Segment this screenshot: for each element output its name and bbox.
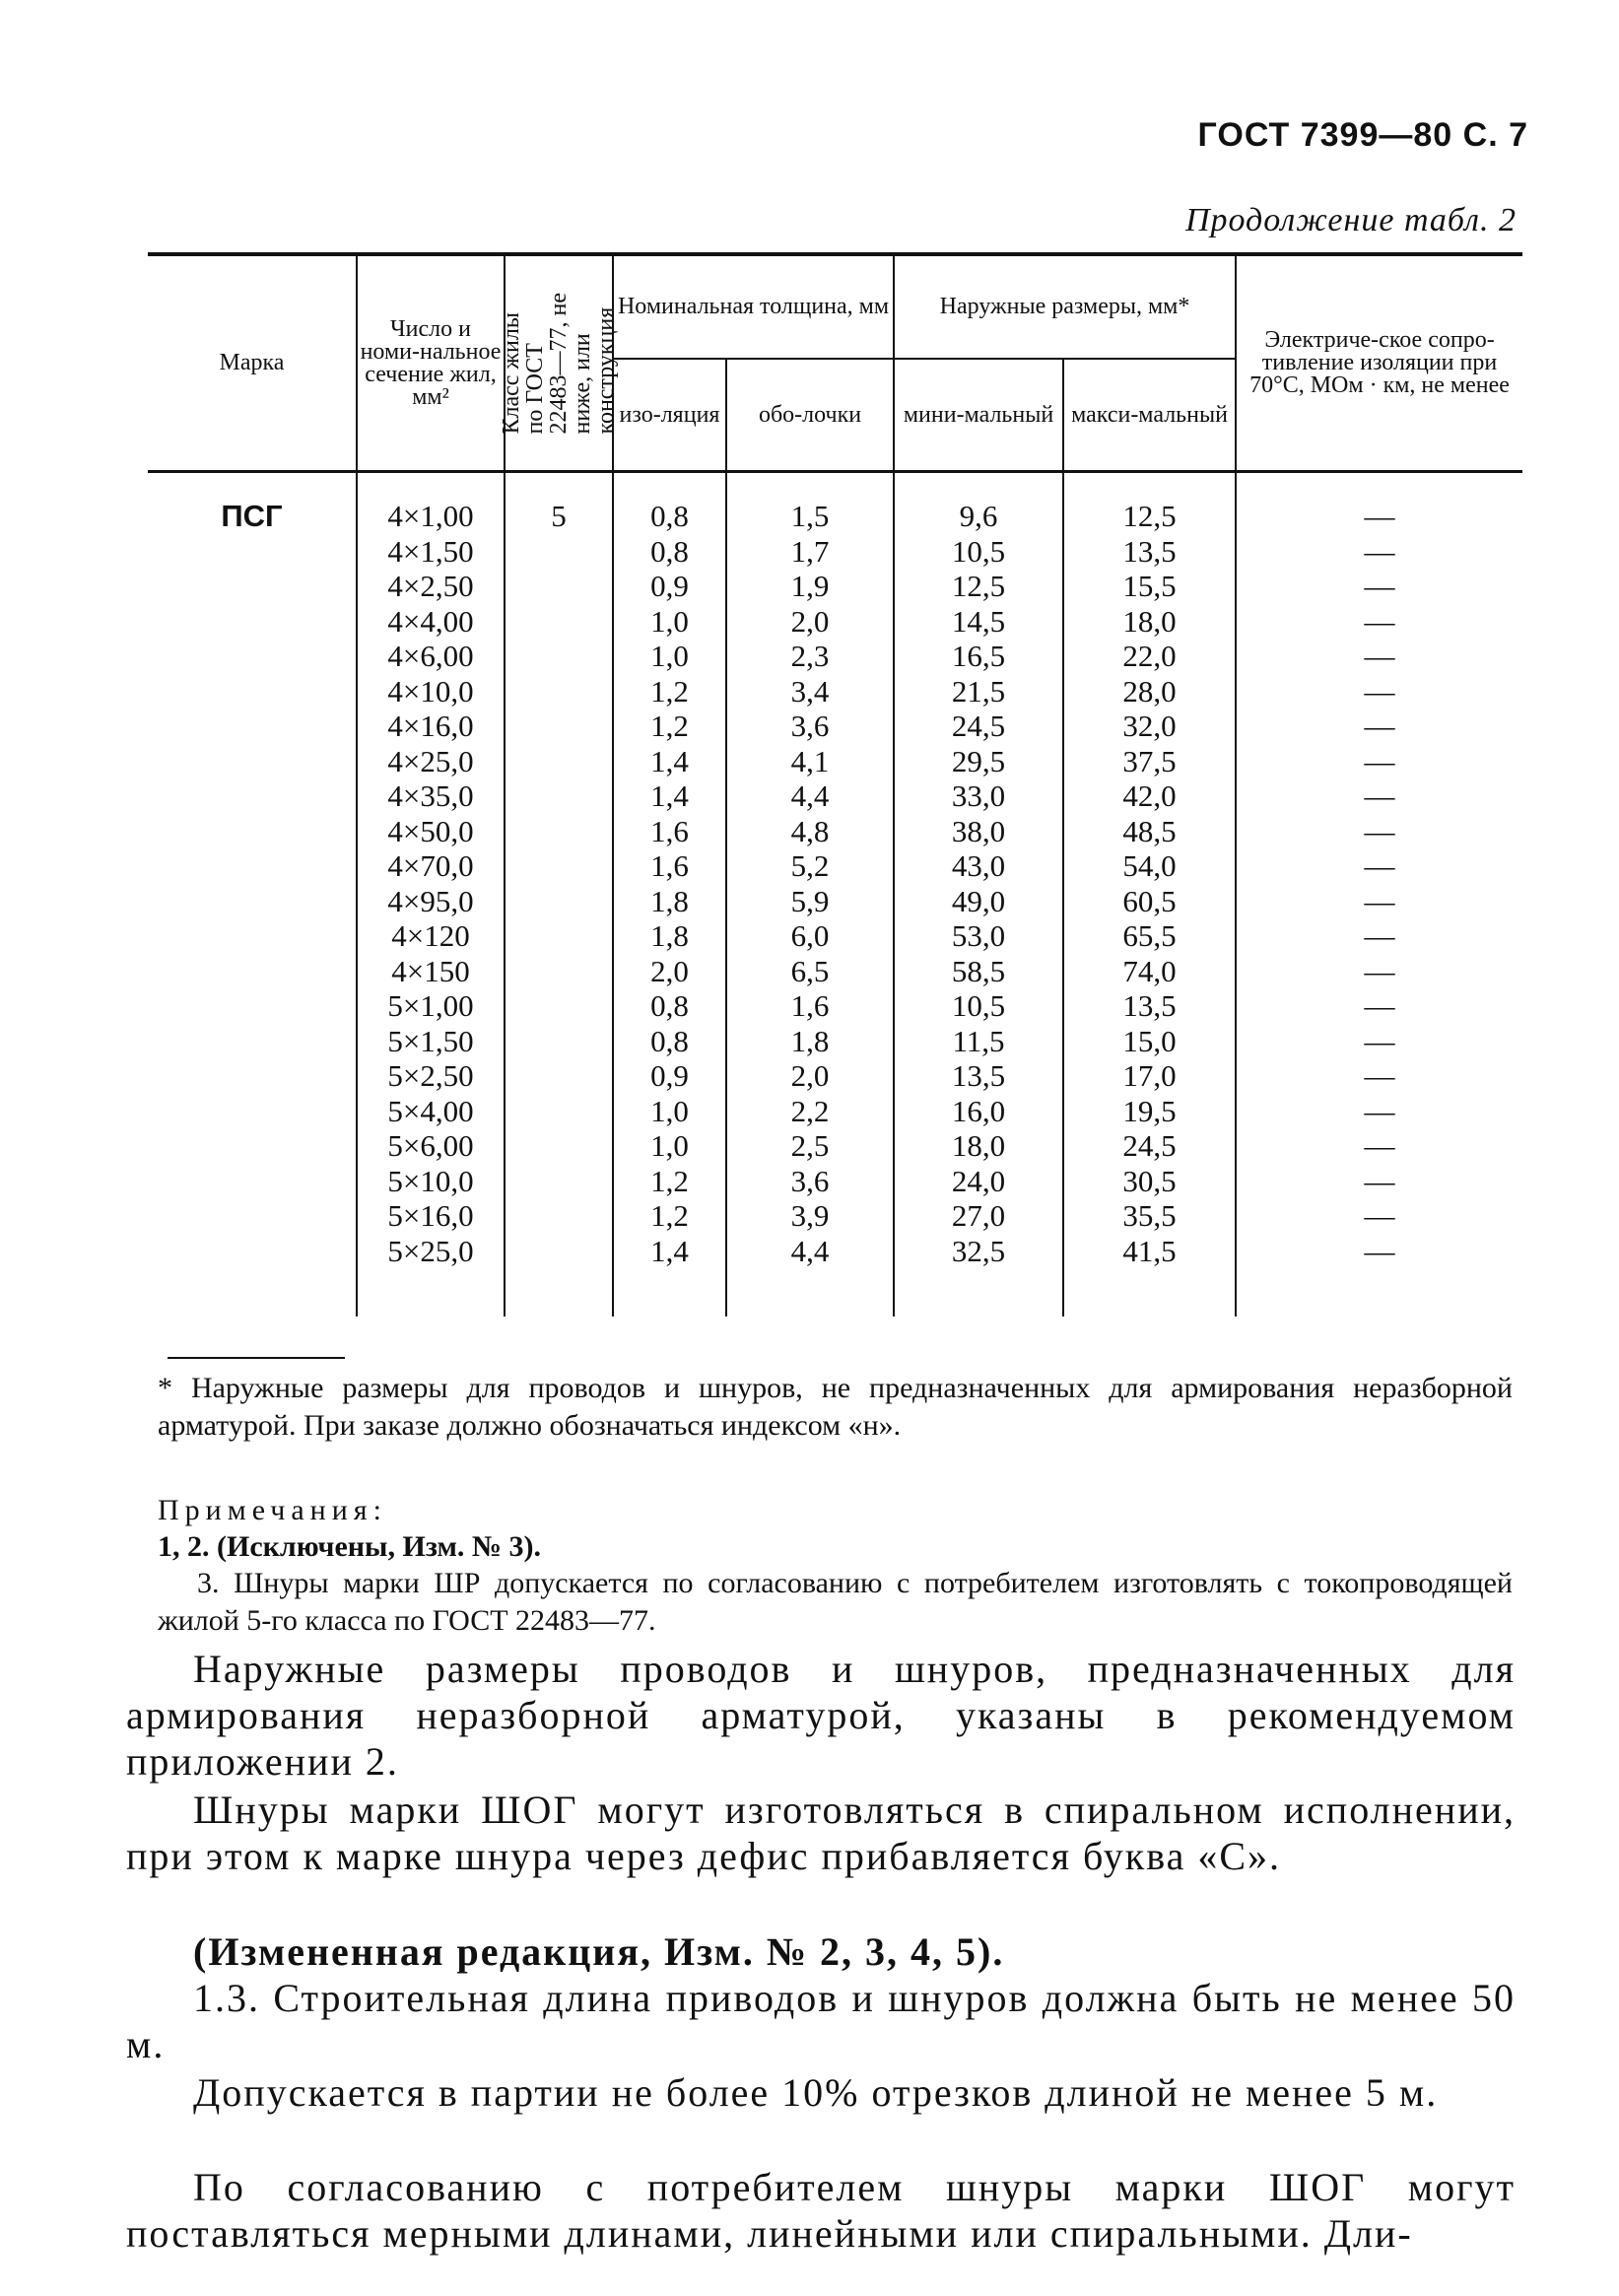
insulation-cell: 1,8 xyxy=(650,883,689,918)
min-dim-cell: 21,5 xyxy=(951,673,1006,709)
resistance-cell: — xyxy=(1364,1198,1395,1233)
footnote-rule xyxy=(168,1357,345,1359)
resistance-column xyxy=(1236,472,1522,1317)
cores-cell: 4×120 xyxy=(391,918,470,953)
sheath-cell: 3,4 xyxy=(790,673,830,709)
insulation-cell: 1,0 xyxy=(650,603,689,639)
sheath-cell: 3,6 xyxy=(790,1163,830,1198)
sheath-cell: 3,9 xyxy=(790,1198,830,1233)
sheath-cell: 4,1 xyxy=(790,743,830,778)
resistance-cell: — xyxy=(1364,603,1395,639)
sheath-cell: 6,5 xyxy=(790,953,830,988)
resistance-cell: — xyxy=(1364,1233,1395,1268)
insulation-cell: 1,4 xyxy=(650,778,689,813)
max-dim-cell: 18,0 xyxy=(1122,603,1177,639)
resistance-cell: — xyxy=(1364,499,1395,533)
sheath-cell: 4,4 xyxy=(790,1233,830,1268)
cores-column xyxy=(357,472,505,1317)
min-dim-cell: 38,0 xyxy=(951,813,1006,848)
resistance-cell: — xyxy=(1364,1163,1395,1198)
cores-cell: 4×6,00 xyxy=(387,639,474,673)
insulation-cell: 1,2 xyxy=(650,1198,689,1233)
max-dim-cell: 35,5 xyxy=(1122,1198,1177,1233)
insulation-cell: 0,8 xyxy=(650,499,689,533)
cores-cell: 4×1,00 xyxy=(387,499,474,533)
header-marka: Марка xyxy=(148,254,357,472)
marka-cell: ПСГ xyxy=(148,472,357,1317)
resistance-cell: — xyxy=(1364,848,1395,883)
max-dim-cell: 12,5 xyxy=(1122,499,1177,533)
min-dim-cell: 11,5 xyxy=(952,1023,1005,1058)
note-1: 1, 2. (Исключены, Изм. № 3). xyxy=(158,1530,542,1563)
min-dim-cell: 24,0 xyxy=(951,1163,1006,1198)
sheath-cell: 4,4 xyxy=(790,778,830,813)
cores-cell: 5×2,50 xyxy=(387,1058,474,1093)
min-dim-column xyxy=(894,472,1063,1317)
resistance-cell: — xyxy=(1364,953,1395,988)
paragraph-1-3: 1.3. Строительная длина приводов и шнуров должна быть не менее 50 м. xyxy=(126,1976,1516,2066)
max-dim-cell: 15,5 xyxy=(1122,569,1177,603)
sheath-cell: 1,8 xyxy=(790,1023,830,1058)
cores-cell: 4×25,0 xyxy=(387,743,474,778)
insulation-cell: 1,6 xyxy=(650,848,689,883)
cores-cell: 4×2,50 xyxy=(387,569,474,603)
sheath-cell: 1,5 xyxy=(790,499,830,533)
resistance-cell: — xyxy=(1364,1093,1395,1128)
resistance-cell: — xyxy=(1364,673,1395,709)
insulation-cell: 2,0 xyxy=(650,953,689,988)
sheath-column xyxy=(726,472,894,1317)
min-dim-cell: 12,5 xyxy=(951,569,1006,603)
header-nominal-thickness: Номинальная толщина, мм xyxy=(613,254,894,359)
sheath-cell: 6,0 xyxy=(790,918,830,953)
max-dim-cell: 28,0 xyxy=(1122,673,1177,709)
sheath-cell: 2,0 xyxy=(790,603,830,639)
resistance-cell: — xyxy=(1364,988,1395,1023)
sheath-cell: 5,9 xyxy=(790,883,830,918)
sheath-cell: 1,9 xyxy=(790,569,830,603)
min-dim-cell: 33,0 xyxy=(951,778,1006,813)
cores-cell: 5×25,0 xyxy=(387,1233,474,1268)
insulation-cell: 1,0 xyxy=(650,639,689,673)
resistance-cell: — xyxy=(1364,639,1395,673)
header-resistance: Электриче-ское сопро-тивление изоляции при 70°С, МОм · км, не менее xyxy=(1236,254,1522,472)
resistance-cell: — xyxy=(1364,918,1395,953)
header-max: макси-мальный xyxy=(1063,359,1236,472)
insulation-cell: 1,2 xyxy=(650,673,689,709)
cores-cell: 5×6,00 xyxy=(387,1128,474,1163)
insulation-cell: 1,8 xyxy=(650,918,689,953)
max-dim-cell: 22,0 xyxy=(1122,639,1177,673)
cores-cell: 4×10,0 xyxy=(387,673,474,709)
resistance-cell: — xyxy=(1364,569,1395,603)
min-dim-cell: 14,5 xyxy=(951,603,1006,639)
core-class-cell: 5 xyxy=(505,472,613,1317)
header-outer-dimensions: Наружные размеры, мм* xyxy=(894,254,1236,359)
min-dim-cell: 10,5 xyxy=(951,533,1006,569)
sheath-cell: 2,2 xyxy=(790,1093,830,1128)
insulation-cell: 1,2 xyxy=(650,1163,689,1198)
cores-cell: 4×1,50 xyxy=(387,533,474,569)
cores-cell: 4×95,0 xyxy=(387,883,474,918)
min-dim-cell: 29,5 xyxy=(951,743,1006,778)
insulation-cell: 0,9 xyxy=(650,1058,689,1093)
resistance-cell: — xyxy=(1364,1128,1395,1163)
min-dim-cell: 24,5 xyxy=(951,709,1006,743)
page-header: ГОСТ 7399—80 С. 7 xyxy=(1197,116,1528,154)
insulation-cell: 0,8 xyxy=(650,533,689,569)
resistance-cell: — xyxy=(1364,533,1395,569)
header-insulation: изо-ляция xyxy=(613,359,726,472)
min-dim-cell: 16,0 xyxy=(951,1093,1006,1128)
table-continuation-label: Продолжение табл. 2 xyxy=(1184,202,1517,238)
cores-cell: 4×16,0 xyxy=(387,709,474,743)
max-dim-cell: 17,0 xyxy=(1122,1058,1177,1093)
insulation-cell: 0,8 xyxy=(650,988,689,1023)
sheath-cell: 5,2 xyxy=(790,848,830,883)
min-dim-cell: 13,5 xyxy=(951,1058,1006,1093)
cores-cell: 5×1,50 xyxy=(387,1023,474,1058)
cores-cell: 4×4,00 xyxy=(387,603,474,639)
min-dim-cell: 43,0 xyxy=(951,848,1006,883)
paragraph-segments: Допускается в партии не более 10% отрезков длиной не менее 5 м. xyxy=(193,2070,1439,2115)
max-dim-cell: 13,5 xyxy=(1122,533,1177,569)
sheath-cell: 2,3 xyxy=(790,639,830,673)
max-dim-cell: 24,5 xyxy=(1122,1128,1177,1163)
paragraph-amendment: (Измененная редакция, Изм. № 2, 3, 4, 5). xyxy=(193,1929,1005,1974)
header-cores: Число и номи-нальное сечение жил, мм² xyxy=(357,254,505,472)
max-dim-cell: 41,5 xyxy=(1122,1233,1177,1268)
insulation-cell: 1,4 xyxy=(650,1233,689,1268)
sheath-cell: 1,7 xyxy=(790,533,830,569)
paragraph-spiral: Шнуры марки ШОГ могут изготовляться в спиральном исполнении, при этом к марке шнура через дефис прибавляется буква «С». xyxy=(126,1788,1516,1878)
min-dim-cell: 18,0 xyxy=(951,1128,1006,1163)
max-dim-cell: 15,0 xyxy=(1122,1023,1177,1058)
max-dim-cell: 19,5 xyxy=(1122,1093,1177,1128)
max-dim-cell: 13,5 xyxy=(1122,988,1177,1023)
sheath-cell: 3,6 xyxy=(790,709,830,743)
insulation-cell: 1,4 xyxy=(650,743,689,778)
header-sheath: обо-лочки xyxy=(726,359,894,472)
sheath-cell: 4,8 xyxy=(790,813,830,848)
min-dim-cell: 32,5 xyxy=(951,1233,1006,1268)
header-core-class: Класс жилы по ГОСТ 22483—77, не ниже, или конструкция xyxy=(505,254,613,472)
insulation-cell: 1,2 xyxy=(650,709,689,743)
cores-cell: 4×35,0 xyxy=(387,778,474,813)
max-dim-cell: 32,0 xyxy=(1122,709,1177,743)
cable-dimensions-table xyxy=(148,252,1522,1317)
resistance-cell: — xyxy=(1364,743,1395,778)
max-dim-cell: 37,5 xyxy=(1122,743,1177,778)
insulation-cell: 1,0 xyxy=(650,1093,689,1128)
max-dim-cell: 74,0 xyxy=(1122,953,1177,988)
paragraph-outer-dims: Наружные размеры проводов и шнуров, предназначенных для армирования неразборной арматурой, указаны в рекомендуемом приложении 2. xyxy=(126,1647,1516,1784)
resistance-cell: — xyxy=(1364,709,1395,743)
resistance-cell: — xyxy=(1364,1023,1395,1058)
note-3: 3. Шнуры марки ШР допускается по согласованию с потребителем изготовлять с токопроводящей жилой 5-го класса по ГОСТ 22483—77. xyxy=(158,1567,1513,1637)
cores-cell: 5×1,00 xyxy=(387,988,474,1023)
cores-cell: 5×16,0 xyxy=(387,1198,474,1233)
cores-cell: 4×50,0 xyxy=(387,813,474,848)
cores-cell: 5×10,0 xyxy=(387,1163,474,1198)
sheath-cell: 2,5 xyxy=(790,1128,830,1163)
resistance-cell: — xyxy=(1364,1058,1395,1093)
min-dim-cell: 27,0 xyxy=(951,1198,1006,1233)
max-dim-cell: 54,0 xyxy=(1122,848,1177,883)
paragraph-measured-lengths: По согласованию с потребителем шнуры марки ШОГ могут поставляться мерными длинами, линейными или спиральными. Дли- xyxy=(126,2165,1516,2256)
max-dim-cell: 65,5 xyxy=(1122,918,1177,953)
min-dim-cell: 10,5 xyxy=(951,988,1006,1023)
resistance-cell: — xyxy=(1364,883,1395,918)
insulation-cell: 0,9 xyxy=(650,569,689,603)
max-dim-cell: 30,5 xyxy=(1122,1163,1177,1198)
cores-cell: 4×70,0 xyxy=(387,848,474,883)
max-dim-cell: 60,5 xyxy=(1122,883,1177,918)
min-dim-cell: 9,6 xyxy=(959,499,998,533)
max-dim-column xyxy=(1063,472,1236,1317)
cores-cell: 4×150 xyxy=(391,953,470,988)
notes-heading: Примечания: xyxy=(158,1494,387,1526)
min-dim-cell: 16,5 xyxy=(951,639,1006,673)
insulation-cell: 1,0 xyxy=(650,1128,689,1163)
cores-cell: 5×4,00 xyxy=(387,1093,474,1128)
resistance-cell: — xyxy=(1364,778,1395,813)
min-dim-cell: 49,0 xyxy=(951,883,1006,918)
footnote: * Наружные размеры для проводов и шнуров, не предназначенных для армирования неразборной арматурой. При заказе должно обозначаться индексом «н». xyxy=(158,1372,1513,1442)
insulation-column xyxy=(613,472,726,1317)
resistance-cell: — xyxy=(1364,813,1395,848)
max-dim-cell: 48,5 xyxy=(1122,813,1177,848)
max-dim-cell: 42,0 xyxy=(1122,778,1177,813)
insulation-cell: 0,8 xyxy=(650,1023,689,1058)
header-min: мини-мальный xyxy=(894,359,1063,472)
sheath-cell: 2,0 xyxy=(790,1058,830,1093)
insulation-cell: 1,6 xyxy=(650,813,689,848)
sheath-cell: 1,6 xyxy=(790,988,830,1023)
min-dim-cell: 53,0 xyxy=(951,918,1006,953)
min-dim-cell: 58,5 xyxy=(951,953,1006,988)
